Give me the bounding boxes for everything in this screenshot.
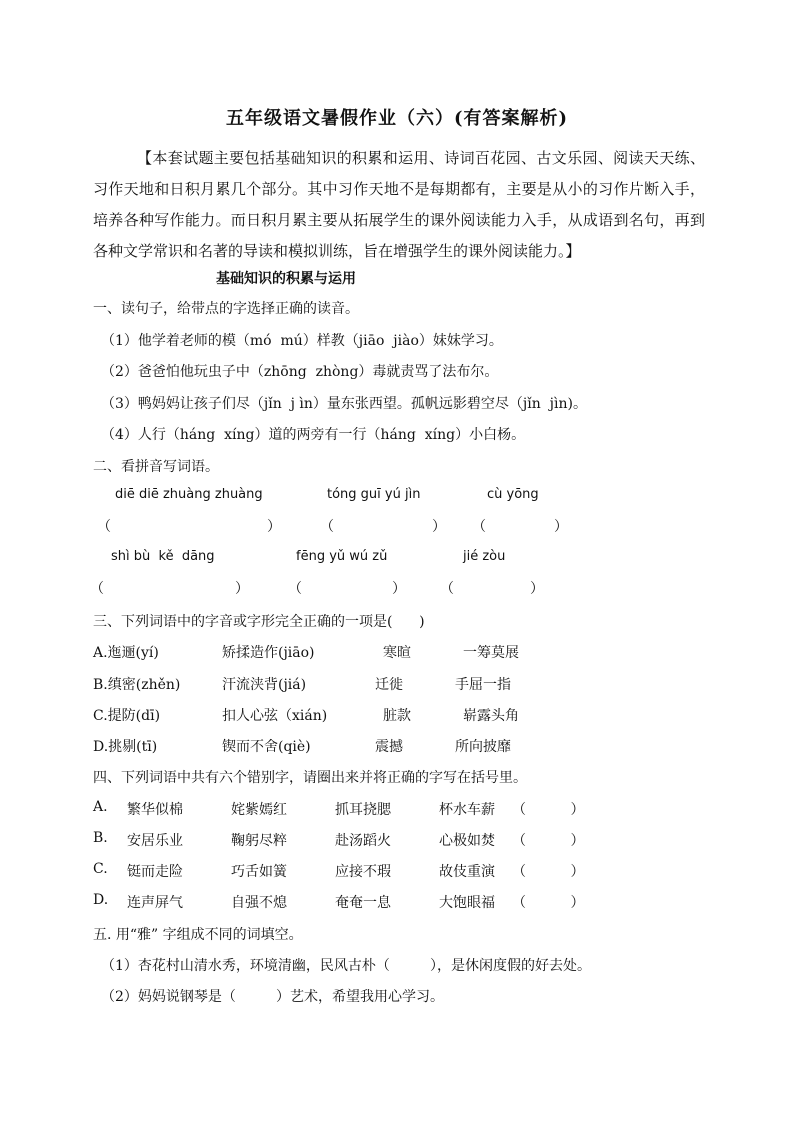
section-subheading: 基础知识的积累与运用	[216, 271, 356, 287]
question-1-item: （1）他学着老师的模（mó mú）样教（jiāo jiào）妹妹学习。	[101, 333, 503, 349]
question-2-heading: 二、看拼音写词语。	[93, 459, 219, 475]
row-c-word: 铤而走险	[127, 864, 183, 880]
choice-a-word-2: 矫揉造作(jiāo)	[222, 645, 315, 661]
answer-blank-open: （	[440, 581, 454, 597]
choice-b-word-3: 迁徙	[375, 677, 403, 693]
row-c-word: 巧舌如簧	[231, 864, 287, 880]
question-3-heading: 三、下列词语中的字音或字形完全正确的一项是( )	[93, 614, 425, 630]
choice-c-word-3: 脏款	[383, 708, 411, 724]
answer-blank-close: ）	[235, 581, 249, 597]
row-d-word: 连声屏气	[127, 895, 183, 911]
choice-d-word-2: 锲而不舍(qiè)	[222, 739, 311, 755]
question-1-heading: 一、读句子，给带点的字选择正确的读音。	[93, 301, 359, 317]
row-a-word: 繁华似棉	[127, 802, 183, 818]
choice-c-word-4: 崭露头角	[463, 708, 519, 724]
row-c-answer-blank: （ ）	[512, 864, 585, 880]
answer-blank-open: （	[288, 581, 302, 597]
row-a-word: 姹紫嫣红	[231, 802, 287, 818]
answer-blank-open: （	[97, 519, 111, 535]
answer-blank-open: （	[90, 581, 104, 597]
question-5-heading: 五. 用“雅” 字组成不同的词填空。	[93, 927, 303, 943]
choice-c-word-1: C.提防(dī)	[93, 708, 161, 724]
choice-b-word-1: B.缜密(zhěn)	[93, 677, 181, 693]
question-5-item: （1）杏花村山清水秀，环境清幽，民风古朴（ ），是休闲度假的好去处。	[101, 958, 591, 974]
answer-blank-close: ）	[267, 519, 281, 535]
row-b-word: 赴汤蹈火	[335, 833, 391, 849]
choice-a-word-3: 寒暄	[383, 645, 411, 661]
row-b-word: 安居乐业	[127, 833, 183, 849]
choice-b-word-4: 手屈一指	[455, 677, 511, 693]
page-title: 五年级语文暑假作业（六）(有答案解析)	[225, 108, 569, 129]
row-b-answer-blank: （ ）	[512, 833, 585, 849]
pinyin-prompt: tóng guī yú jìn	[327, 487, 421, 502]
choice-d-word-4: 所向披靡	[455, 739, 511, 755]
question-1-item: （4）人行（háng xíng）道的两旁有一行（háng xíng）小白杨。	[101, 427, 526, 443]
choice-c-word-2: 扣人心弦（xián)	[222, 708, 328, 724]
pinyin-prompt: cù yōng	[487, 487, 539, 502]
question-4-heading: 四、下列词语中共有六个错别字，请圈出来并将正确的字写在括号里。	[93, 770, 527, 786]
answer-blank-open: （	[472, 519, 486, 535]
row-d-label: D.	[93, 892, 109, 908]
question-1-item: （3）鸭妈妈让孩子们尽（jǐn j ìn）量东张西望。孤帆远影碧空尽（jǐn jìn)。	[101, 396, 587, 412]
row-b-word: 心极如焚	[439, 833, 495, 849]
answer-blank-close: ）	[530, 581, 544, 597]
question-5-item: （2）妈妈说钢琴是（ ）艺术，希望我用心学习。	[101, 989, 444, 1005]
row-d-word: 奄奄一息	[335, 895, 391, 911]
row-b-label: B.	[93, 830, 108, 846]
question-1-item: （2）爸爸怕他玩虫子中（zhōng zhòng）毒就责骂了法布尔。	[101, 364, 499, 380]
choice-b-word-2: 汗流浃背(jiá)	[222, 677, 307, 693]
row-a-word: 杯水车薪	[439, 802, 495, 818]
row-d-answer-blank: （ ）	[512, 895, 585, 911]
choice-d-word-1: D.挑剔(tī)	[93, 739, 158, 755]
pinyin-prompt: shì bù kě dāng	[111, 549, 215, 564]
row-a-label: A.	[93, 799, 108, 815]
row-b-word: 鞠躬尽粹	[231, 833, 287, 849]
pinyin-prompt: jié zòu	[463, 549, 506, 564]
row-c-word: 应接不瑕	[335, 864, 391, 880]
row-c-word: 故伎重演	[439, 864, 495, 880]
answer-blank-open: （	[320, 519, 334, 535]
row-a-answer-blank: （ ）	[512, 802, 585, 818]
row-c-label: C.	[93, 861, 108, 877]
answer-blank-close: ）	[554, 519, 568, 535]
choice-a-word-1: A.迤逦(yí)	[93, 645, 159, 661]
answer-blank-close: ）	[392, 581, 406, 597]
pinyin-prompt: diē diē zhuàng zhuàng	[115, 487, 263, 502]
row-d-word: 自强不熄	[231, 895, 287, 911]
pinyin-prompt: fēng yǔ wú zǔ	[296, 549, 388, 564]
answer-blank-close: ）	[432, 519, 446, 535]
intro-text: 【本套试题主要包括基础知识的积累和运用、诗词百花园、古文乐园、阅读天天练、习作天地和日积月累几个部分。其中习作天地不是每期都有，主要是从小的习作片断入手，培养各种写作能力。而日积月累主要从拓展学生的课外阅读能力入手，从成语到名句，再到各种文学常识和名著的导读和模拟训练，旨在增强学生的课外阅读能力。】	[93, 149, 705, 260]
choice-d-word-3: 震撼	[375, 739, 403, 755]
row-d-word: 大饱眼福	[439, 895, 495, 911]
choice-a-word-4: 一筹莫展	[463, 645, 519, 661]
intro-paragraph	[93, 143, 705, 267]
row-a-word: 抓耳挠腮	[335, 802, 391, 818]
